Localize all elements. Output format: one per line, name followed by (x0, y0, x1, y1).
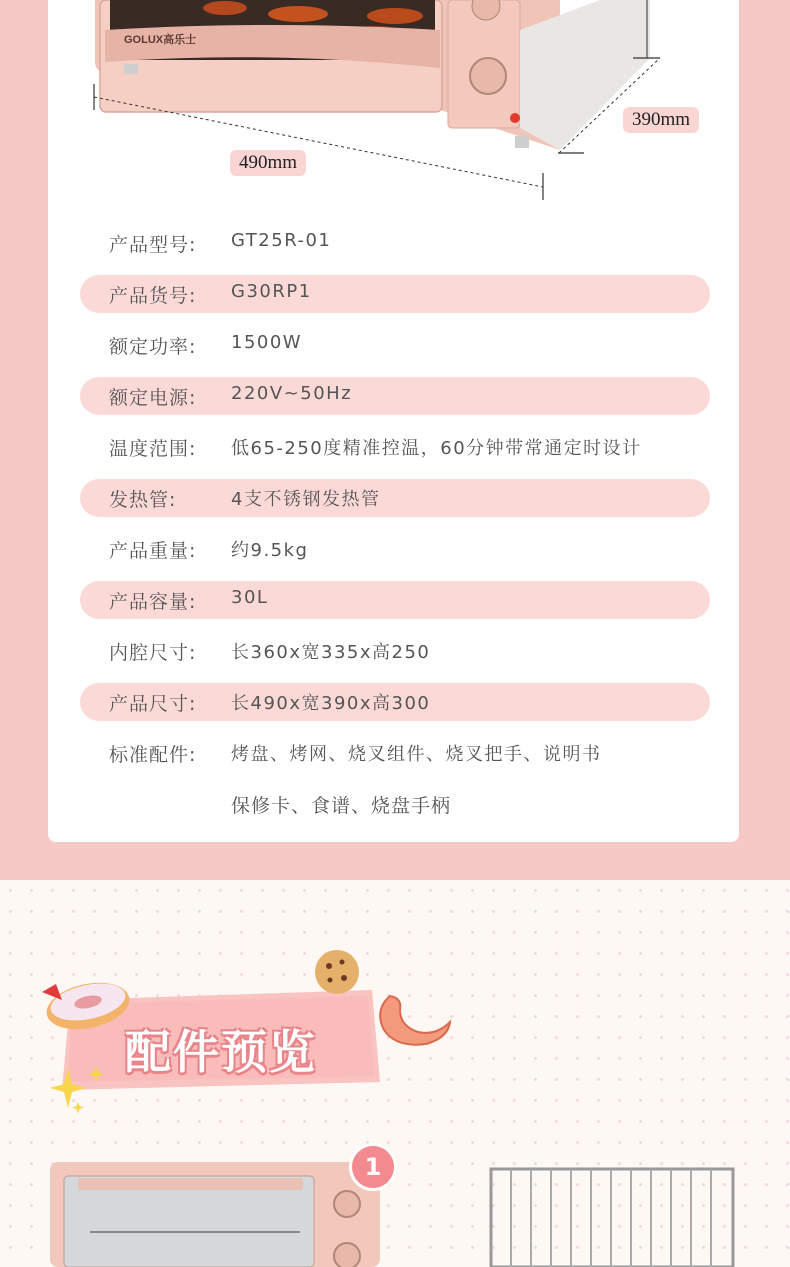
spec-key: 产品重量: (109, 540, 197, 562)
power-indicator (510, 113, 520, 123)
spec-key: 产品容量: (109, 591, 197, 613)
spec-row (80, 479, 710, 517)
spec-key: 发热管: (109, 489, 177, 511)
spec-value: GT25R-01 (231, 230, 332, 251)
spec-value: 1500W (231, 332, 303, 353)
spec-key: 标准配件: (109, 744, 197, 766)
spec-row (80, 530, 710, 568)
spec-value: 约9.5kg (231, 540, 309, 561)
spec-row (80, 224, 710, 262)
accessory-number-badge: 1 (349, 1143, 397, 1191)
oven-front-image (50, 1162, 380, 1267)
depth-dimension-label: 390mm (623, 107, 699, 133)
spec-key: 温度范围: (109, 438, 197, 460)
cookie-icon (312, 948, 362, 996)
spec-row (80, 734, 710, 772)
spec-key: 产品尺寸: (109, 693, 197, 715)
donut-icon (36, 970, 136, 1040)
spec-value: 长360x宽335x高250 (231, 642, 431, 663)
spec-value: 4支不锈钢发热管 (231, 489, 381, 510)
spec-row (80, 377, 710, 415)
spec-value: 220V~50Hz (231, 383, 353, 404)
spec-key: 内腔尺寸: (109, 642, 197, 664)
spec-value: 长490x宽390x高300 (231, 693, 431, 714)
temperature-knob (470, 58, 506, 94)
spec-row (80, 275, 710, 313)
oven-foot (124, 64, 138, 74)
spec-key: 额定功率: (109, 336, 197, 358)
spec-row (80, 683, 710, 721)
oven-foot (515, 136, 529, 148)
shrimp-icon (370, 986, 454, 1056)
brand-logo: GOLUX高乐士 (124, 34, 197, 46)
spec-key: 额定电源: (109, 387, 197, 409)
section-title: 配件预览 (125, 1025, 317, 1079)
spec-value: 低65-250度精准控温，60分钟带常通定时设计 (231, 438, 642, 459)
sparkle-icon (50, 1064, 110, 1116)
spec-row (80, 326, 710, 364)
spec-key: 产品型号: (109, 234, 197, 256)
accessories-continued: 保修卡、食谱、烧盘手柄 (231, 795, 452, 817)
spec-key: 产品货号: (109, 285, 197, 307)
spec-value: 30L (231, 587, 269, 608)
spec-row (80, 428, 710, 466)
spec-value: 烤盘、烤网、烧叉组件、烧叉把手、说明书 (231, 744, 602, 765)
spec-value: G30RP1 (231, 281, 312, 302)
oven-illustration (0, 0, 790, 210)
wire-rack-image (487, 1165, 737, 1267)
width-dimension-label: 490mm (230, 150, 306, 176)
spec-row (80, 632, 710, 670)
spec-row (80, 581, 710, 619)
